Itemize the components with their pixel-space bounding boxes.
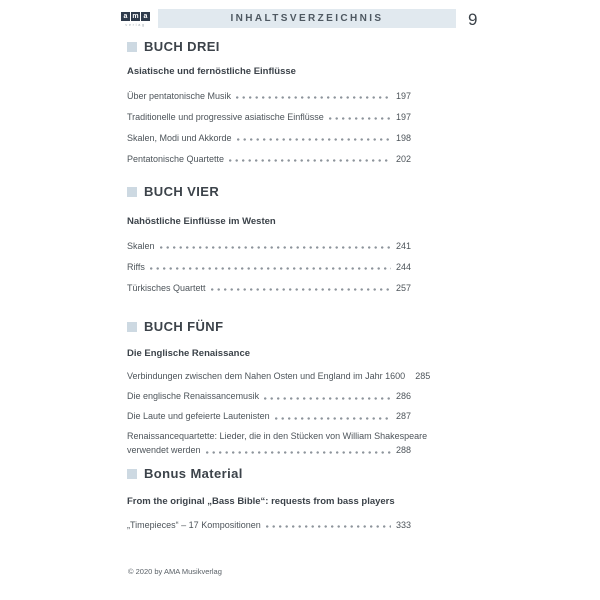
entry-label: Türkisches Quartett <box>127 282 206 293</box>
dot-leader <box>275 417 391 420</box>
section-bonus-material <box>127 466 411 535</box>
page-header <box>121 9 477 30</box>
ama-logo <box>121 12 152 27</box>
entry-page: 202 <box>395 153 411 164</box>
section-subtitle: Asiatische und fernöstliche Einflüsse <box>127 66 296 77</box>
entry-page: 244 <box>395 261 411 272</box>
section-bullet-icon <box>127 469 137 479</box>
toc-entry <box>127 277 411 298</box>
section-heading <box>127 466 411 481</box>
entry-label: Verbindungen zwischen dem Nahen Osten und England im Jahr 1600 <box>127 371 406 381</box>
section-bullet-icon <box>127 42 137 52</box>
section-bullet-icon <box>127 187 137 197</box>
toc-entry <box>127 426 428 457</box>
toc-entry <box>127 256 411 277</box>
ama-logo-blocks <box>121 12 152 21</box>
logo-letter: a <box>141 12 150 21</box>
toc-entry <box>127 85 411 106</box>
logo-letter: m <box>132 13 139 20</box>
toc-entry <box>127 235 411 256</box>
entry-page: 197 <box>395 111 411 122</box>
entry-label-line2: verwendet werden <box>127 445 201 455</box>
section-buch-drei <box>127 39 411 169</box>
dot-leader <box>150 267 391 270</box>
entry-label: Renaissancequartette: Lieder, die in den Stücken von William Shakespeare <box>127 431 428 441</box>
dot-leader <box>206 451 391 454</box>
dot-leader <box>329 117 391 120</box>
toc-entry <box>127 148 411 169</box>
toc-entry <box>127 406 411 426</box>
page-title: INHALTSVERZEICHNIS <box>230 13 384 24</box>
entry-page: 285 <box>415 371 431 381</box>
entry-page: 241 <box>395 240 411 251</box>
section-subtitle: Nahöstliche Einflüsse im Westen <box>127 216 276 227</box>
entry-label: Über pentatonische Musik <box>127 90 232 101</box>
dot-leader <box>264 397 391 400</box>
section-subtitle: From the original „Bass Bible“: requests from bass players <box>127 496 395 507</box>
dot-leader <box>237 138 391 141</box>
section-buch-vier <box>127 184 411 298</box>
toc-entry <box>127 514 411 535</box>
section-title: BUCH FÜNF <box>144 319 224 334</box>
toc-entries <box>127 366 431 457</box>
section-buch-fuenf <box>127 319 431 457</box>
dot-leader <box>211 288 391 291</box>
entry-page: 197 <box>395 90 411 101</box>
section-bullet-icon <box>127 322 137 332</box>
section-heading <box>127 39 411 54</box>
toc-entry <box>127 127 411 148</box>
logo-subtext: verlag <box>125 22 146 27</box>
dot-leader <box>266 525 391 528</box>
entry-label: Riffs <box>127 261 145 272</box>
entry-label: Die Laute und gefeierte Lautenisten <box>127 411 270 421</box>
toc-entries <box>127 514 411 535</box>
toc-entry <box>127 366 431 386</box>
section-subtitle: Die Englische Renaissance <box>127 348 251 359</box>
entry-page: 257 <box>395 282 411 293</box>
toc-entries <box>127 85 411 169</box>
entry-label: Pentatonische Quartette <box>127 153 225 164</box>
copyright-notice: © 2020 by AMA Musikverlag <box>128 567 222 576</box>
section-title: BUCH VIER <box>144 184 220 199</box>
entry-label: „Timepieces“ – 17 Kompositionen <box>127 519 261 530</box>
section-title: BUCH DREI <box>144 39 220 54</box>
entry-label: Skalen, Modi und Akkorde <box>127 132 232 143</box>
logo-letter: a <box>121 12 130 21</box>
header-bar <box>158 9 456 28</box>
section-heading <box>127 319 411 334</box>
entry-page: 287 <box>395 411 411 421</box>
toc-entry <box>127 386 411 406</box>
page-number: 9 <box>468 10 478 29</box>
entry-label: Die englische Renaissancemusik <box>127 391 260 401</box>
dot-leader <box>229 159 391 162</box>
entry-page: 288 <box>395 445 411 455</box>
entry-page: 198 <box>395 132 411 143</box>
toc-entries <box>127 235 411 298</box>
entry-label: Traditionelle und progressive asiatische Einflüsse <box>127 111 324 122</box>
dot-leader <box>160 246 391 249</box>
dot-leader <box>236 96 391 99</box>
section-title: Bonus Material <box>144 466 243 481</box>
toc-entry <box>127 106 411 127</box>
entry-page: 286 <box>395 391 411 401</box>
entry-page: 333 <box>395 519 411 530</box>
entry-label: Skalen <box>127 240 155 251</box>
section-heading <box>127 184 411 199</box>
